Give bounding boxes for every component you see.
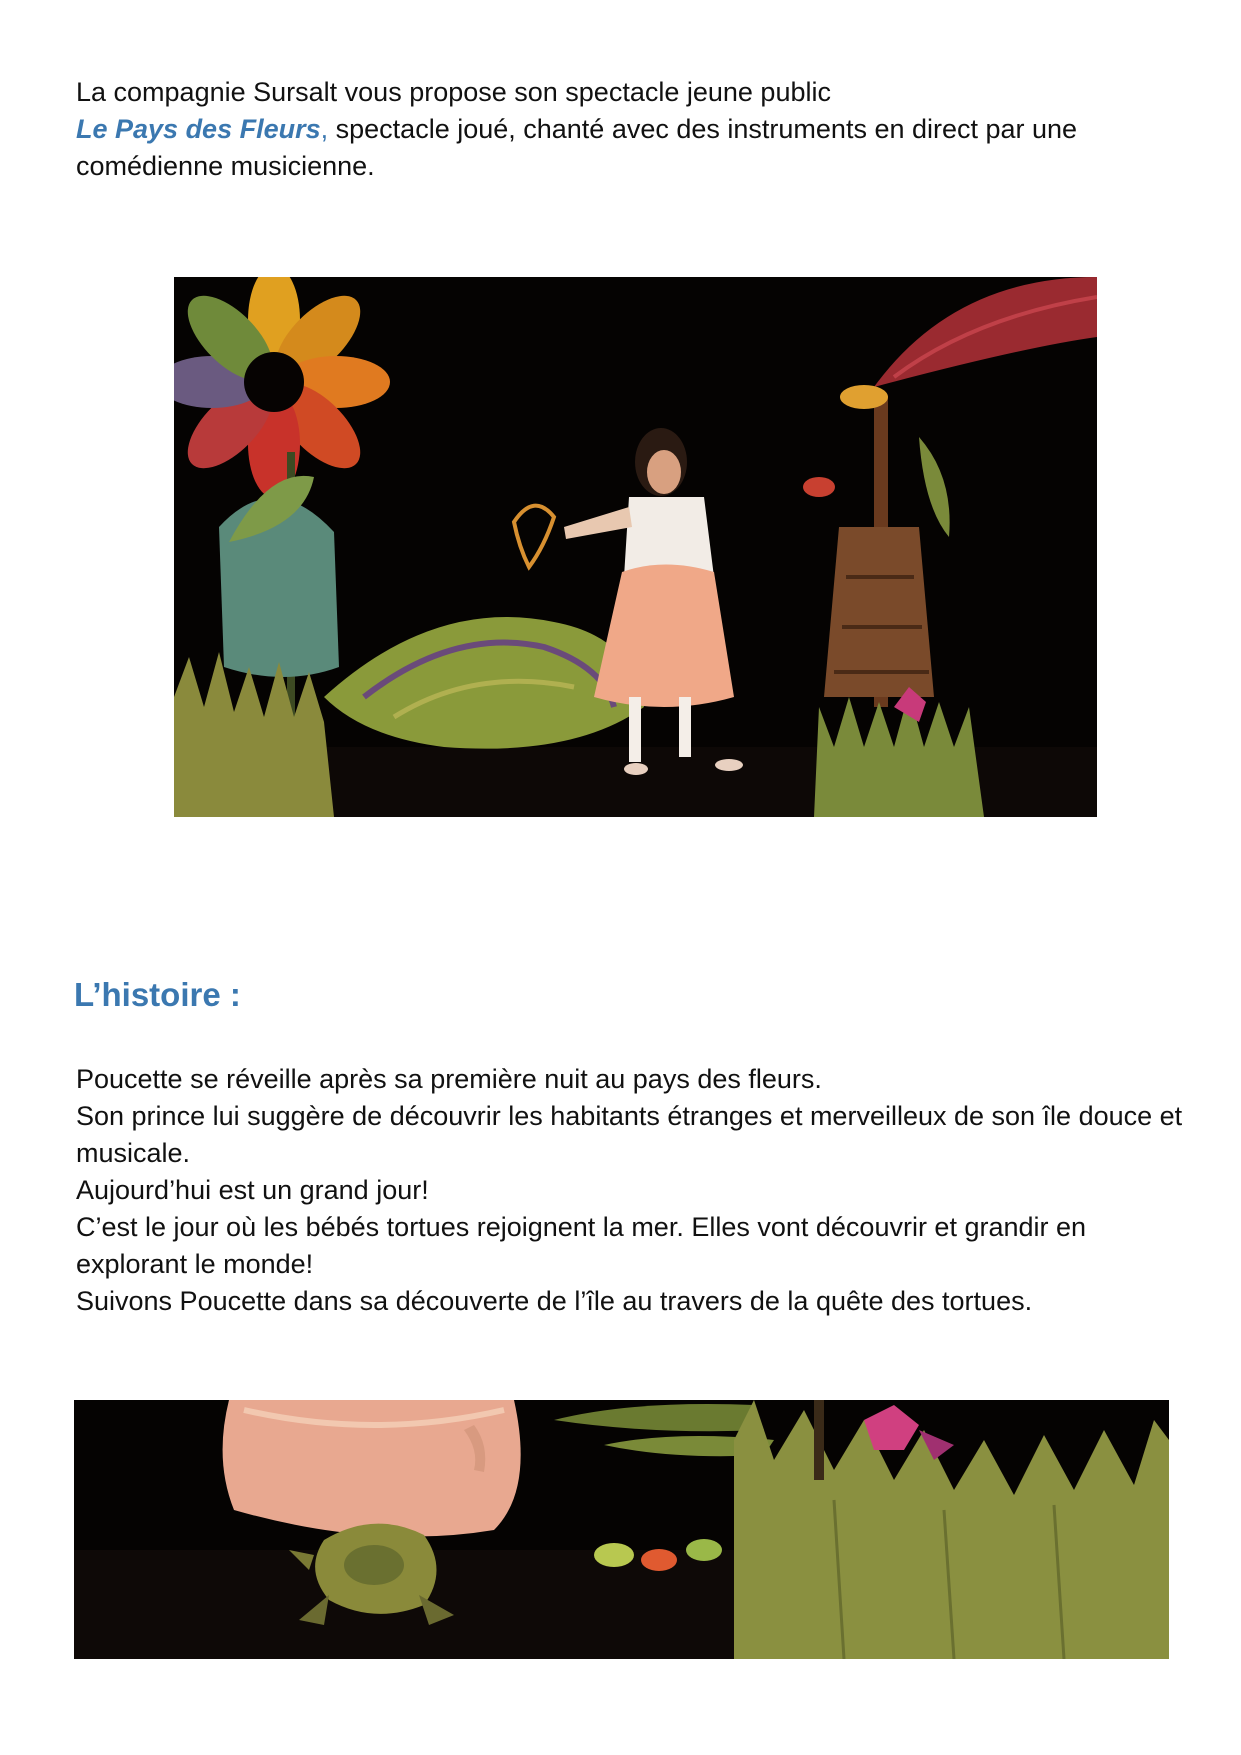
show-title-comma: , [320, 114, 329, 144]
story-paragraph: Son prince lui suggère de découvrir les habitants étranges et merveilleux de son île douce et musicale. [76, 1101, 1183, 1168]
intro-line-2 [76, 111, 1156, 185]
story-heading: L’histoire : [74, 976, 241, 1013]
intro-text [76, 74, 1156, 185]
intro-line-2-rest: spectacle joué, chanté avec des instruments en direct par une comédienne musicienne. [76, 114, 1078, 181]
intro-line-1: La compagnie Sursalt vous propose son spectacle jeune public [76, 77, 831, 107]
story-paragraph: C’est le jour où les bébés tortues rejoignent la mer. Elles vont découvrir et grandir en explorant le monde! [76, 1212, 1087, 1279]
stage-photo-performer [174, 277, 1097, 817]
stage-photo-performer-drawing [174, 277, 1097, 817]
story-paragraph: Aujourd’hui est un grand jour! [76, 1175, 429, 1205]
show-title: Le Pays des Fleurs [76, 114, 321, 144]
story-paragraph: Poucette se réveille après sa première nuit au pays des fleurs. [76, 1064, 822, 1094]
story-text [76, 1061, 1186, 1320]
stage-photo-turtles [74, 1400, 1169, 1659]
story-paragraph: Suivons Poucette dans sa découverte de l’île au travers de la quête des tortues. [76, 1286, 1033, 1316]
stage-photo-turtles-drawing [74, 1400, 1169, 1659]
